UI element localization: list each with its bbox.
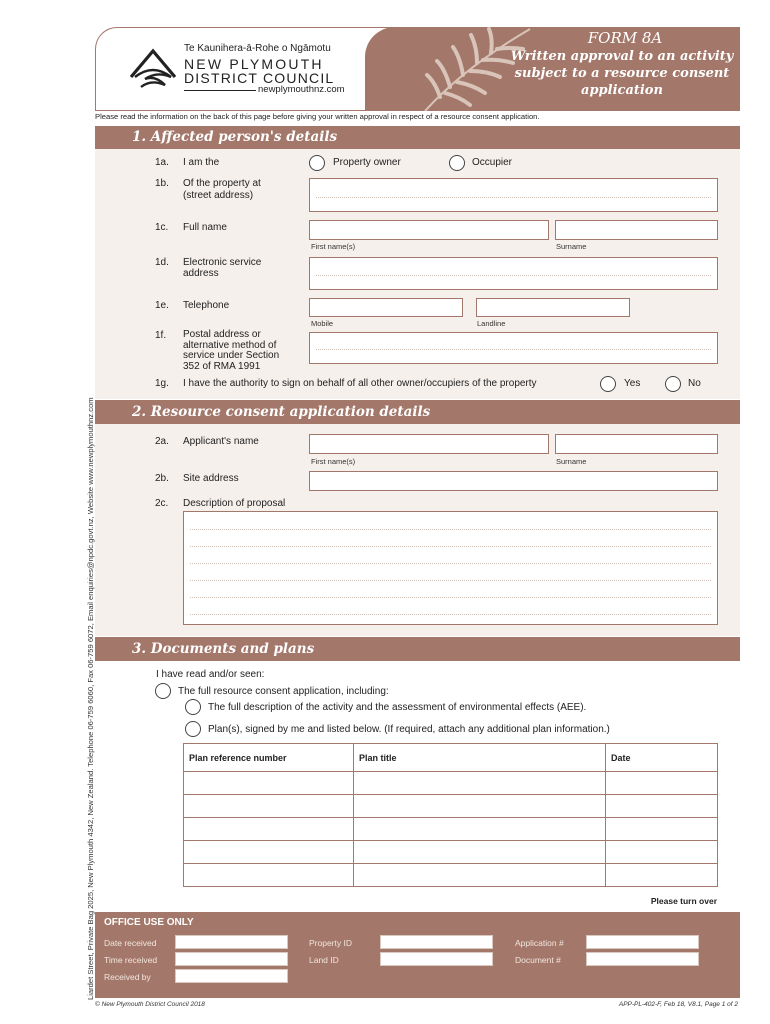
plan-date-header: Date (606, 744, 718, 772)
q1g-number: 1g. (155, 378, 169, 389)
mobile-caption: Mobile (311, 319, 334, 328)
council-web: newplymouthnz.com (258, 84, 345, 95)
date-received-field[interactable] (175, 935, 288, 949)
q1b-label: Of the property at (street address) (183, 178, 261, 201)
postal-address-field[interactable] (309, 332, 718, 364)
property-address-field[interactable] (309, 178, 718, 212)
table-row[interactable] (184, 841, 718, 864)
footer-document-ref: APP-PL-402-F, Feb 18, V8.1, Page 1 of 2 (618, 1001, 738, 1008)
q1b-number: 1b. (155, 178, 169, 189)
q1d-label: Electronic service address (183, 257, 262, 279)
section2-title: 2. Resource consent application details (132, 404, 431, 420)
q1a-label: I am the (183, 157, 220, 168)
applicant-first-name-caption: First name(s) (311, 457, 356, 466)
applicant-surname-caption: Surname (556, 457, 587, 466)
landline-caption: Landline (477, 319, 506, 328)
application-number-label: Application # (515, 938, 564, 948)
council-maori-name: Te Kaunihera-ā-Rohe o Ngāmotu (184, 43, 331, 54)
q1d-number: 1d. (155, 257, 169, 268)
landline-field[interactable] (476, 298, 630, 317)
plans-label: Plan(s), signed by me and listed below. (If required, attach any additional plan information.) (208, 724, 610, 735)
footer-copyright: © New Plymouth District Council 2018 (95, 1001, 205, 1008)
q2a-number: 2a. (155, 436, 169, 447)
authority-no-radio[interactable] (665, 376, 681, 392)
q2c-label: Description of proposal (183, 498, 286, 509)
applicant-first-name-field[interactable] (309, 434, 549, 454)
surname-field[interactable] (555, 220, 718, 240)
first-name-field[interactable] (309, 220, 549, 240)
form-number: FORM 8A (587, 29, 663, 47)
application-number-field[interactable] (586, 935, 699, 949)
q1c-label: Full name (183, 222, 227, 233)
property-owner-radio[interactable] (309, 155, 325, 171)
authority-yes-label: Yes (624, 378, 641, 389)
q1e-label: Telephone (183, 300, 230, 311)
plans-radio[interactable] (185, 721, 201, 737)
full-application-label: The full resource consent application, including: (178, 686, 389, 697)
q2a-label: Applicant's name (183, 436, 259, 447)
q1c-number: 1c. (155, 222, 169, 233)
section1-title: 1. Affected person's details (132, 129, 338, 145)
plan-title-header: Plan title (354, 744, 606, 772)
turn-over-note: Please turn over (650, 896, 717, 906)
authority-yes-radio[interactable] (600, 376, 616, 392)
council-logo-icon (127, 45, 179, 93)
plans-table (183, 743, 718, 887)
q2c-number: 2c. (155, 498, 169, 509)
time-received-field[interactable] (175, 952, 288, 966)
document-number-label: Document # (515, 955, 561, 965)
mobile-field[interactable] (309, 298, 463, 317)
land-id-field[interactable] (380, 952, 493, 966)
plan-reference-header: Plan reference number (184, 744, 354, 772)
received-by-field[interactable] (175, 969, 288, 983)
header (95, 27, 740, 111)
q1g-label: I have the authority to sign on behalf of all other owner/occupiers of the property (183, 378, 537, 389)
first-name-caption: First name(s) (311, 242, 356, 251)
q2b-number: 2b. (155, 473, 169, 484)
electronic-address-field[interactable] (309, 257, 718, 290)
q1a-number: 1a. (155, 157, 169, 168)
aee-label: The full description of the activity and the assessment of environmental effects (AEE). (208, 702, 587, 713)
table-row[interactable] (184, 772, 718, 795)
received-by-label: Received by (104, 972, 151, 982)
table-row[interactable] (184, 864, 718, 887)
q1e-number: 1e. (155, 300, 169, 311)
side-contact-text: Liardet Street, Private Bag 2025, New Plymouth 4342, New Zealand. Telephone 06-759 6060, Fax 06-759 6072, Email enquiries@npdc.govt.nz, Website www.newplymouthnz.com (86, 397, 95, 1000)
occupier-radio[interactable] (449, 155, 465, 171)
q2b-label: Site address (183, 473, 239, 484)
section3-title: 3. Documents and plans (132, 641, 315, 657)
occupier-label: Occupier (472, 157, 513, 168)
authority-no-label: No (688, 378, 701, 389)
time-received-label: Time received (104, 955, 158, 965)
council-name-line1: NEW PLYMOUTH (184, 56, 324, 72)
applicant-surname-field[interactable] (555, 434, 718, 454)
table-row[interactable] (184, 795, 718, 818)
property-id-field[interactable] (380, 935, 493, 949)
q1f-label: Postal address or alternative method of service under Section 352 of RMA 1991 (183, 329, 280, 372)
surname-caption: Surname (556, 242, 587, 251)
full-application-radio[interactable] (155, 683, 171, 699)
property-owner-label: Property owner (333, 157, 401, 168)
document-number-field[interactable] (586, 952, 699, 966)
office-use-title: OFFICE USE ONLY (104, 917, 194, 928)
table-row[interactable] (184, 818, 718, 841)
council-web-rule (184, 90, 256, 91)
land-id-label: Land ID (309, 955, 339, 965)
site-address-field[interactable] (309, 471, 718, 491)
property-id-label: Property ID (309, 938, 352, 948)
q1f-number: 1f. (155, 330, 167, 341)
council-name-line2: DISTRICT COUNCIL (184, 70, 335, 86)
section3-intro: I have read and/or seen: (156, 669, 265, 680)
aee-radio[interactable] (185, 699, 201, 715)
form-title: Written approval to an activity subject to a resource consent application (510, 49, 734, 98)
proposal-description-field[interactable] (183, 511, 718, 625)
date-received-label: Date received (104, 938, 157, 948)
intro-text: Please read the information on the back of this page before giving your written approval in respect of a resource consent application. (95, 112, 540, 121)
